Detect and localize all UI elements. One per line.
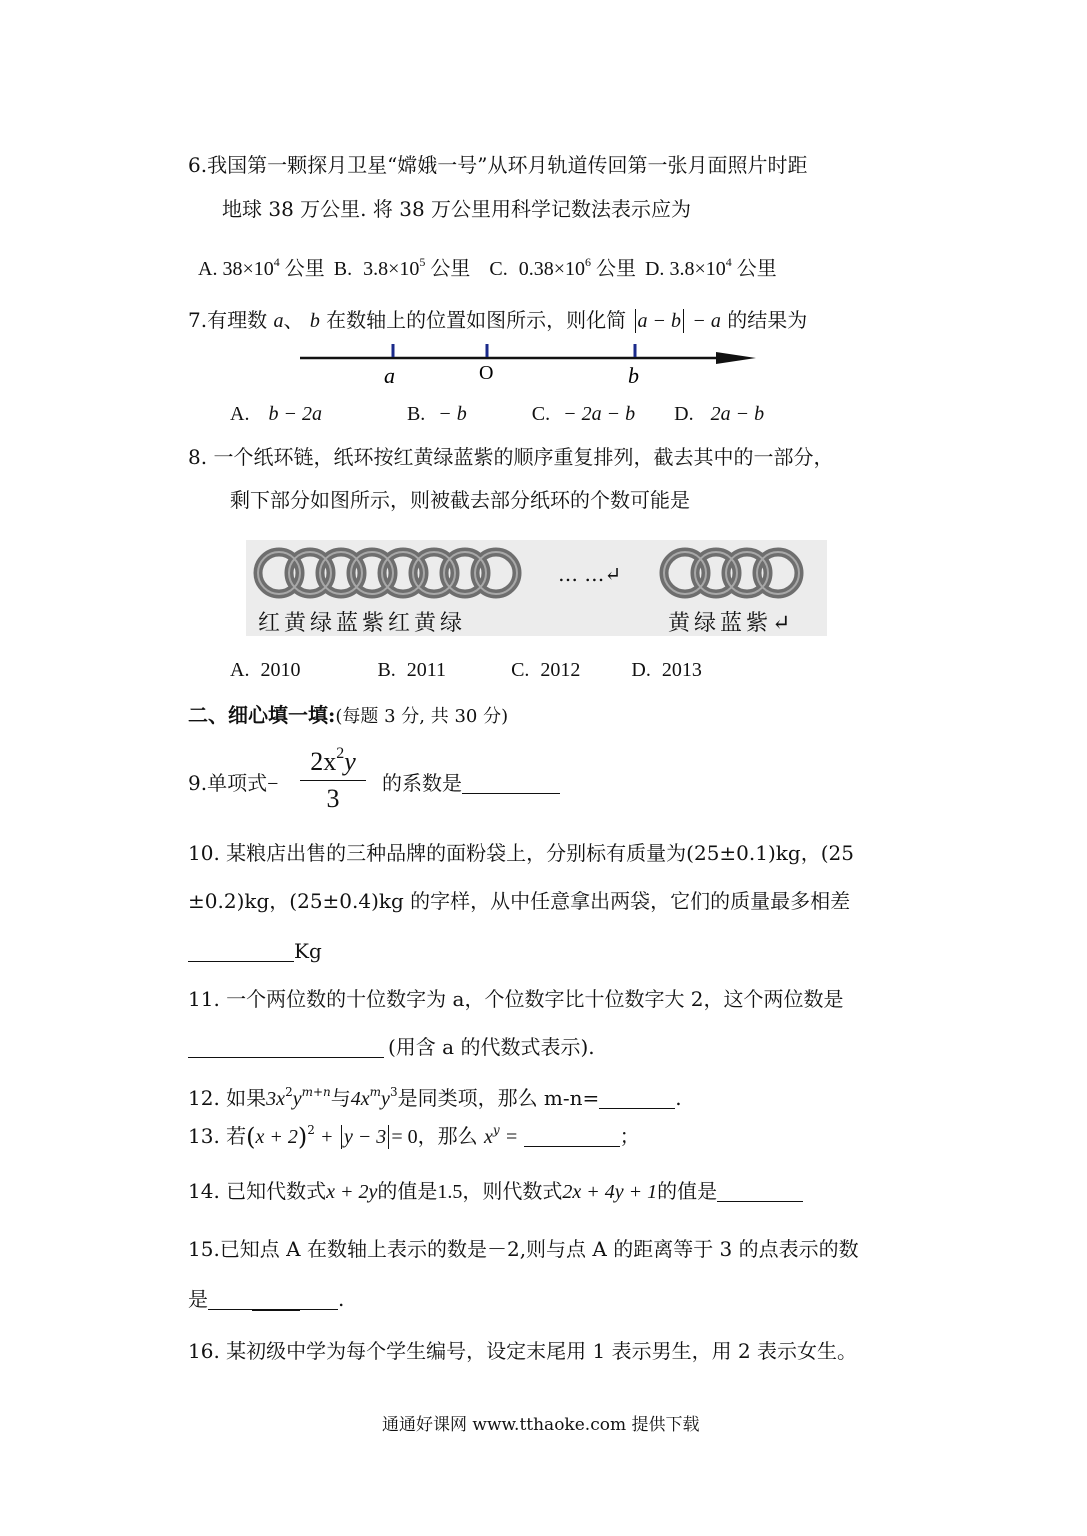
q7-sep: 、 <box>283 308 304 332</box>
q7-option-c-label: C. <box>531 403 551 425</box>
q7-prefix: 7.有理数 <box>188 308 268 332</box>
q6-option-c-exp: 6 <box>584 255 591 269</box>
q8-option-d-label: D. <box>631 659 651 681</box>
q9-prefix-text: 9.单项式 <box>188 771 268 795</box>
number-line-label-o: O <box>479 362 494 384</box>
answer-blank-q13[interactable] <box>524 1126 620 1147</box>
q6-option-a-unit: 公里 <box>284 258 325 280</box>
q6-option-c-value: 0.38×10 <box>518 258 585 280</box>
q14-expr1: x + 2y <box>326 1181 378 1203</box>
answer-blank-q9[interactable] <box>462 773 560 794</box>
q13-line <box>188 1123 640 1150</box>
q8-option-a: 2010 <box>260 659 301 681</box>
q10-unit: Kg <box>294 939 322 963</box>
q7-options <box>230 401 764 427</box>
q6-option-b-label: B. <box>333 258 353 280</box>
q10-line3 <box>188 938 322 964</box>
q8-options <box>230 657 702 683</box>
q6-line1: 6.我国第一颗探月卫星“嫦娥一号”从环月轨道传回第一张月面照片时距 <box>188 153 808 177</box>
q14-value: 1.5 <box>437 1181 463 1203</box>
q12-end: . <box>675 1086 682 1110</box>
chain-color-labels-left: 红黄绿蓝紫红黄绿 <box>258 611 467 636</box>
q9-prefix <box>188 770 278 797</box>
answer-blank-q10[interactable] <box>188 941 294 962</box>
q6-option-d-unit: 公里 <box>736 258 777 280</box>
q12-term1-coef: 3x <box>266 1088 286 1110</box>
q12-term2-coef: 4x <box>350 1088 370 1110</box>
q13-end: ； <box>619 1124 640 1148</box>
q15-prefix: 是 <box>188 1287 208 1311</box>
section-heading <box>188 702 508 730</box>
q13-eq: = 0，那么 <box>391 1126 478 1148</box>
q9-numerator <box>298 744 368 780</box>
q7-stem <box>188 307 807 334</box>
q7-after-abs: − a <box>692 310 721 332</box>
q6-option-b-value: 3.8×10 <box>363 258 420 280</box>
q12-term2-y: y <box>381 1088 390 1110</box>
number-line-arrow <box>716 352 756 364</box>
q9-num-exp: 2 <box>336 745 345 762</box>
answer-blank-q14[interactable] <box>717 1181 803 1202</box>
q12-prefix: 12. 如果 <box>188 1086 267 1110</box>
q8-line2: 剩下部分如图所示，则被截去部分纸环的个数可能是 <box>230 488 690 512</box>
q13-paren-inner: x + 2 <box>255 1126 298 1148</box>
answer-blank-q15[interactable] <box>208 1289 338 1310</box>
abs-bar-right <box>683 309 684 333</box>
q15-line2 <box>188 1286 344 1312</box>
q15-line1: 15.已知点 A 在数轴上表示的数是－2,则与点 A 的距离等于 3 的点表示的数 <box>188 1237 859 1261</box>
q8-option-a-label: A. <box>230 659 250 681</box>
number-line-figure <box>296 340 776 400</box>
q7-var-a: a <box>273 310 284 332</box>
abs-bar-right <box>388 1125 389 1149</box>
q7-option-c: − 2a − b <box>563 403 636 425</box>
q13-paren-open: ( <box>246 1123 256 1151</box>
q9-suffix: 的系数是 <box>382 771 462 795</box>
q14-mid2: ，则代数式 <box>462 1179 563 1203</box>
q8-line1: 8. 一个纸环链，纸环按红黄绿蓝紫的顺序重复排列，截去其中的一部分， <box>188 445 834 469</box>
chain-ellipsis: … …↵ <box>558 562 622 586</box>
q7-option-a-label: A. <box>230 403 250 425</box>
q6-option-c-label: C. <box>489 258 508 280</box>
q7-option-d-label: D. <box>674 403 694 425</box>
q9-fraction <box>298 744 368 817</box>
q10-line1: 10. 某粮店出售的三种品牌的面粉袋上，分别标有质量为(25±0.1)kg，(25 <box>188 841 854 865</box>
abs-bar-left <box>635 309 636 333</box>
q6-option-b-exp: 5 <box>419 255 426 269</box>
answer-blank-q12[interactable] <box>599 1088 675 1109</box>
q15-end: . <box>338 1287 345 1311</box>
q12-term1-y: y <box>292 1088 302 1110</box>
q9-num-coef: 2x <box>310 747 337 776</box>
q13-eq2: = <box>505 1126 518 1148</box>
q13-plus: + <box>321 1126 333 1148</box>
q12-term2-xexp: m <box>369 1085 382 1099</box>
q13-pow-base: x <box>483 1126 493 1148</box>
q9-suffix-line <box>382 770 560 796</box>
q6-option-d-exp: 4 <box>725 255 732 269</box>
q11-line2 <box>188 1034 595 1060</box>
q6-option-b-unit: 公里 <box>430 258 471 280</box>
q6-option-d-value: 3.8×10 <box>669 258 726 280</box>
page-footer: 通通好课网 www.tthaoke.com 提供下载 <box>382 1415 700 1435</box>
q9-denominator: 3 <box>326 784 340 813</box>
q7-abs-inner: a − b <box>637 310 682 332</box>
q12-term2-yexp: 3 <box>389 1085 398 1099</box>
q12-line <box>188 1085 682 1112</box>
q6-option-d-label: D. <box>644 258 665 280</box>
q13-paren-exp: 2 <box>307 1123 315 1137</box>
q14-expr2: 2x + 4y + 1 <box>562 1181 658 1203</box>
q7-suffix: 的结果为 <box>727 308 808 332</box>
q6-option-a-value: 38×10 <box>222 258 274 280</box>
q10-line2: ±0.2)kg，(25±0.4)kg 的字样，从中任意拿出两袋，它们的质量最多相差 <box>188 889 851 913</box>
q13-paren-close: ) <box>297 1123 308 1151</box>
chain-color-labels-right: 黄绿蓝紫↵ <box>668 611 795 636</box>
q13-prefix: 13. 若 <box>188 1124 247 1148</box>
q8-option-b-label: B. <box>377 659 396 681</box>
q6-options <box>198 256 777 282</box>
q12-term1-yexp: m+n <box>301 1085 331 1099</box>
q14-line <box>188 1178 803 1205</box>
answer-blank-q11[interactable] <box>188 1037 384 1058</box>
q8-option-c: 2012 <box>540 659 581 681</box>
q8-option-b: 2011 <box>406 659 447 681</box>
abs-bar-left <box>341 1125 342 1149</box>
q7-option-b-label: B. <box>406 403 426 425</box>
q12-mid: 与 <box>330 1086 351 1110</box>
q12-suffix: 是同类项，那么 m-n= <box>397 1086 600 1110</box>
q13-abs-inner: y − 3 <box>343 1126 387 1148</box>
section-note: (每题 3 分, 共 30 分) <box>335 706 509 727</box>
number-line-label-b: b <box>628 363 639 388</box>
q9-num-var: y <box>344 747 356 776</box>
q16-line1: 16. 某初级中学为每个学生编号，设定末尾用 1 表示男生，用 2 表示女生。 <box>188 1339 858 1363</box>
q13-pow-exp: y <box>492 1123 500 1137</box>
q8-option-d: 2013 <box>661 659 702 681</box>
q6-line2: 地球 38 万公里. 将 38 万公里用科学记数法表示应为 <box>222 197 692 221</box>
q14-prefix: 14. 已知代数式 <box>188 1179 327 1203</box>
q7-option-b: − b <box>438 403 467 425</box>
q8-option-c-label: C. <box>511 659 530 681</box>
q6-option-a-exp: 4 <box>273 255 280 269</box>
number-line-label-a: a <box>384 363 395 388</box>
q11-hint: (用含 a 的代数式表示). <box>388 1035 595 1059</box>
section-title: 二、细心填一填: <box>188 703 336 727</box>
q7-mid: 在数轴上的位置如图所示，则化简 <box>326 308 627 332</box>
q14-mid1: 的值是 <box>377 1179 438 1203</box>
q6-option-a-label: A. <box>198 258 218 280</box>
q7-option-d: 2a − b <box>710 403 765 425</box>
q9-sign: − <box>267 773 279 795</box>
q12-term1-xexp: 2 <box>285 1085 293 1099</box>
q7-var-b: b <box>309 310 320 332</box>
q11-line1: 11. 一个两位数的十位数字为 a，个位数字比十位数字大 2，这个两位数是 <box>188 987 844 1011</box>
q6-option-c-unit: 公里 <box>595 258 636 280</box>
q7-option-a: b − 2a <box>268 403 322 425</box>
q14-suffix: 的值是 <box>657 1179 718 1203</box>
